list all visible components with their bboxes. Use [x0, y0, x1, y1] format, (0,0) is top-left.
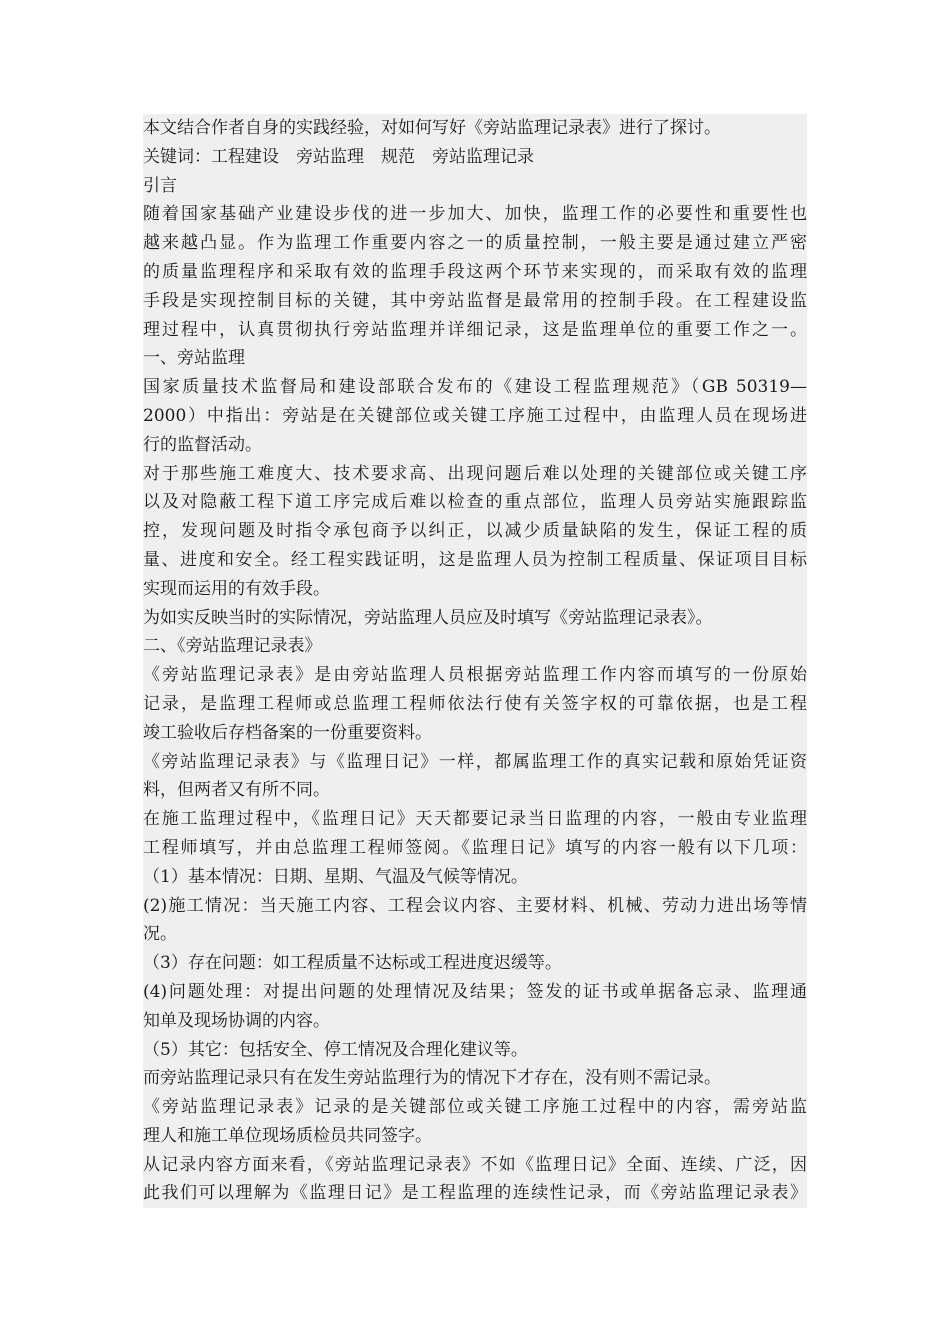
text-line: 随着国家基础产业建设步伐的进一步加大、加快，监理工作的必要性和重要性也 — [143, 204, 807, 225]
text-line: 二、《旁站监理记录表》 — [143, 636, 322, 657]
text-line: 而旁站监理记录只有在发生旁站监理行为的情况下才存在，没有则不需记录。 — [143, 1068, 721, 1089]
text-line: (4)问题处理：对提出问题的处理情况及结果；签发的证书或单据备忘录、监理通 — [143, 981, 807, 1002]
text-line: 以及对隐蔽工程下道工序完成后难以检查的重点部位，监理人员旁站实施跟踪监 — [143, 492, 807, 513]
text-line: 工程师填写，并由总监理工程师签阅。《监理日记》填写的内容一般有以下几项： — [143, 837, 807, 858]
text-line: 理过程中，认真贯彻执行旁站监理并详细记录，这是监理单位的重要工作之一。 — [143, 319, 807, 340]
text-line: 竣工验收后存档备案的一份重要资料。 — [143, 722, 432, 743]
text-line: 料，但两者又有所不同。 — [143, 780, 330, 801]
text-line: 从记录内容方面来看，《旁站监理记录表》不如《监理日记》全面、连续、广泛，因 — [143, 1154, 807, 1175]
text-line: 引言 — [143, 175, 177, 196]
text-line: 量、进度和安全。经工程实践证明，这是监理人员为控制工程质量、保证项目目标 — [143, 549, 807, 570]
text-line: 2000）中指出：旁站是在关键部位或关键工序施工过程中，由监理人员在现场进 — [143, 405, 807, 426]
text-line: 理人和施工单位现场质检员共同签字。 — [143, 1125, 432, 1146]
text-line: 行的监督活动。 — [143, 434, 262, 455]
text-line: 关键词：工程建设 旁站监理 规范 旁站监理记录 — [143, 146, 534, 167]
text-line: 国家质量技术监督局和建设部联合发布的《建设工程监理规范》（GB 50319— — [143, 377, 807, 398]
text-line: 《旁站监理记录表》与《监理日记》一样，都属监理工作的真实记载和原始凭证资 — [143, 751, 807, 772]
text-line: 对于那些施工难度大、技术要求高、出现问题后难以处理的关键部位或关键工序 — [143, 463, 807, 484]
text-line: 越来越凸显。作为监理工作重要内容之一的质量控制，一般主要是通过建立严密 — [143, 233, 807, 254]
text-line: 控，发现问题及时指令承包商予以纠正，以减少质量缺陷的发生，保证工程的质 — [143, 521, 807, 542]
text-line: 手段是实现控制目标的关键，其中旁站监督是最常用的控制手段。在工程建设监 — [143, 290, 807, 311]
text-line: 此我们可以理解为《监理日记》是工程监理的连续性记录，而《旁站监理记录表》 — [143, 1183, 807, 1204]
text-line: （1）基本情况：日期、星期、气温及气候等情况。 — [143, 866, 528, 887]
text-line: 实现而运用的有效手段。 — [143, 578, 330, 599]
text-line: 况。 — [143, 924, 177, 945]
text-line: （5）其它：包括安全、停工情况及合理化建议等。 — [143, 1039, 528, 1060]
text-line: 本文结合作者自身的实践经验，对如何写好《旁站监理记录表》进行了探讨。 — [143, 118, 721, 138]
text-line: 一、旁站监理 — [143, 348, 245, 369]
text-line: （3）存在问题：如工程质量不达标或工程进度迟缓等。 — [143, 953, 562, 974]
text-line: 《旁站监理记录表》记录的是关键部位或关键工序施工过程中的内容，需旁站监 — [143, 1097, 807, 1118]
text-line: (2)施工情况：当天施工内容、工程会议内容、主要材料、机械、劳动力进出场等情 — [143, 895, 807, 916]
text-line: 的质量监理程序和采取有效的监理手段这两个环节来实现的，而采取有效的监理 — [143, 261, 807, 282]
text-line: 为如实反映当时的实际情况，旁站监理人员应及时填写《旁站监理记录表》。 — [143, 607, 713, 628]
text-line: 知单及现场协调的内容。 — [143, 1010, 330, 1031]
text-line: 记录，是监理工程师或总监理工程师依法行使有关签字权的可靠依据，也是工程 — [143, 693, 807, 714]
text-line: 在施工监理过程中，《监理日记》天天都要记录当日监理的内容，一般由专业监理 — [143, 809, 807, 830]
document-text-block — [143, 114, 807, 1208]
text-line: 《旁站监理记录表》是由旁站监理人员根据旁站监理工作内容而填写的一份原始 — [143, 665, 807, 686]
